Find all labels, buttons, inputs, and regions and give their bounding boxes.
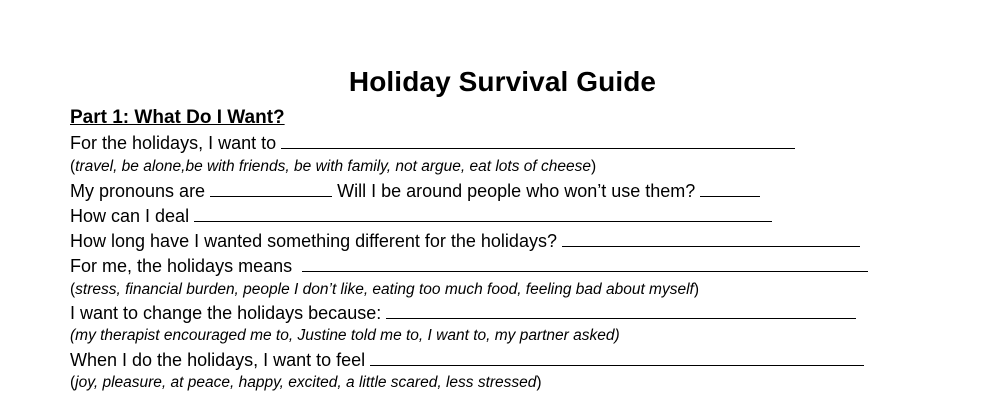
question-label: For me, the holidays means: [70, 256, 303, 276]
answer-blank-around-people[interactable]: [700, 180, 760, 197]
part1-heading: Part 1: What Do I Want?: [70, 107, 285, 128]
question-want-to-feel: [70, 349, 864, 371]
question-change-because: [70, 302, 856, 324]
page-title: Holiday Survival Guide: [348, 66, 657, 97]
question-label: When I do the holidays, I want to feel: [70, 350, 371, 370]
question-label: I want to change the holidays because:: [70, 303, 387, 323]
hint-open-paren: (: [70, 281, 76, 298]
hint-open-paren: (: [70, 158, 76, 175]
question-holidays-want: [70, 132, 795, 154]
question-pronouns: [70, 180, 760, 202]
hint-want-to-feel: [70, 373, 542, 393]
answer-blank-want-to-feel[interactable]: [370, 349, 864, 366]
hint-text: joy, pleasure, at peace, happy, excited, a little scared, less stressed: [75, 374, 537, 391]
answer-blank-how-long[interactable]: [562, 230, 860, 247]
question-label: How long have I wanted something different for the holidays?: [70, 231, 562, 251]
hint-text: travel, be alone,be with friends, be with family, not argue, eat lots of cheese: [75, 158, 591, 175]
question-how-long: [70, 230, 860, 252]
hint-close-paren: ): [693, 281, 700, 298]
answer-blank-holidays-want[interactable]: [281, 132, 795, 149]
hint-text: (my therapist encouraged me to, Justine told me to, I want to, my partner asked): [70, 327, 620, 344]
question-label: Will I be around people who won’t use them?: [332, 181, 701, 201]
hint-holidays-means: [70, 280, 699, 300]
question-how-deal: [70, 205, 772, 227]
hint-holidays-want: [70, 157, 596, 177]
question-label: For the holidays, I want to: [70, 133, 282, 153]
hint-change-because: [70, 326, 620, 346]
hint-text: stress, financial burden, people I don’t like, eating too much food, feeling bad about myself: [75, 281, 694, 298]
answer-blank-how-deal[interactable]: [194, 205, 772, 222]
question-holidays-means: [70, 255, 868, 277]
answer-blank-change-because[interactable]: [386, 302, 856, 319]
question-label: How can I deal: [70, 206, 195, 226]
answer-blank-holidays-means[interactable]: [302, 255, 868, 272]
hint-close-paren: ): [590, 158, 597, 175]
question-label: My pronouns are: [70, 181, 211, 201]
answer-blank-pronouns[interactable]: [210, 180, 332, 197]
hint-close-paren: ): [536, 374, 542, 391]
hint-open-paren: (: [70, 374, 76, 391]
